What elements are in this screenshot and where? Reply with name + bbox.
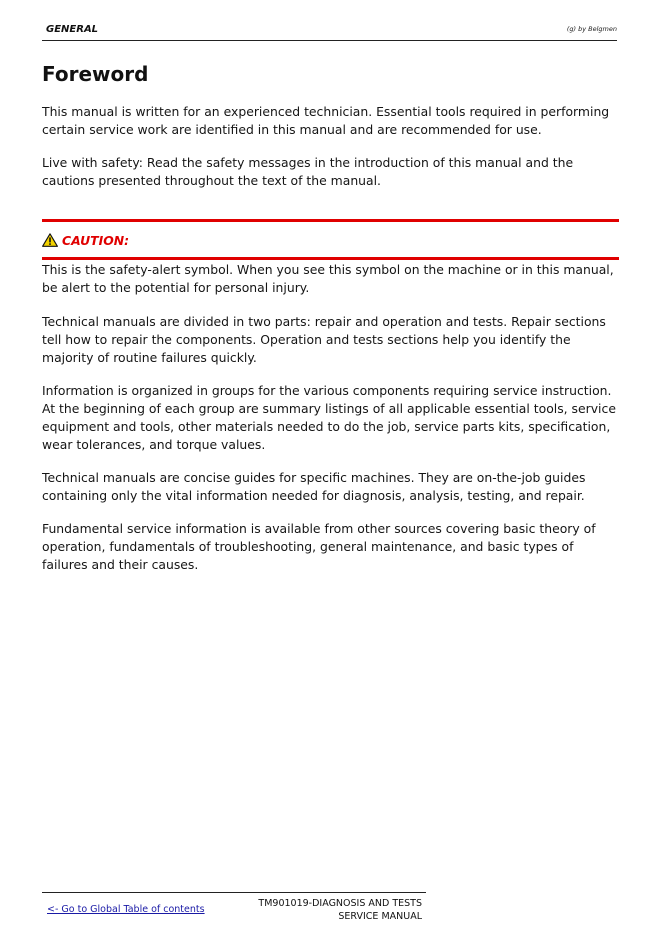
credit-label: (g) by Belgmen xyxy=(566,25,617,33)
intro-paragraph-1: This manual is written for an experienced technician. Essential tools required in performing certain service work are identified in this manual and are recommended for use. xyxy=(42,104,610,137)
global-toc-link[interactable]: <- Go to Global Table of contents xyxy=(47,904,205,915)
body-paragraph-4: Technical manuals are concise guides for specific machines. They are on-the-job guides containing only the vital information needed for diagnosis, analysis, testing, and repair. xyxy=(42,470,586,503)
body-paragraph-3: Information is organized in groups for the various components requiring service instruction. At the beginning of each group are summary listings of all applicable essential tools, service equipment and tools, other materials needed to do the job, service parts kits, specification, wear tolerances, and torque values. xyxy=(42,383,616,452)
warning-triangle-icon xyxy=(42,233,58,247)
document-id xyxy=(230,898,422,923)
caution-top-rule xyxy=(42,219,619,222)
footer-rule xyxy=(42,892,426,893)
intro-paragraph-2: Live with safety: Read the safety messages in the introduction of this manual and the cautions presented throughout the text of the manual. xyxy=(42,155,574,188)
caution-heading xyxy=(42,230,129,250)
body-paragraph-2: Technical manuals are divided in two parts: repair and operation and tests. Repair sections tell how to repair the components. Operation and tests sections help you identify the majority of routine failures quickly. xyxy=(42,314,606,365)
caution-label: CAUTION: xyxy=(62,232,130,248)
page-title: Foreword xyxy=(42,62,149,86)
caution-bottom-rule xyxy=(42,257,619,260)
page-header xyxy=(42,22,617,41)
document-id-line-2: SERVICE MANUAL xyxy=(338,910,422,922)
body-paragraph-5: Fundamental service information is available from other sources covering basic theory of operation, fundamentals of troubleshooting, general maintenance, and basic types of failures and their causes. xyxy=(42,521,596,572)
section-label: GENERAL xyxy=(46,24,99,35)
document-id-line-1: TM901019-DIAGNOSIS AND TESTS xyxy=(258,898,422,909)
body-paragraph-1: This is the safety-alert symbol. When you see this symbol on the machine or in this manual, be alert to the potential for personal injury. xyxy=(42,262,614,295)
